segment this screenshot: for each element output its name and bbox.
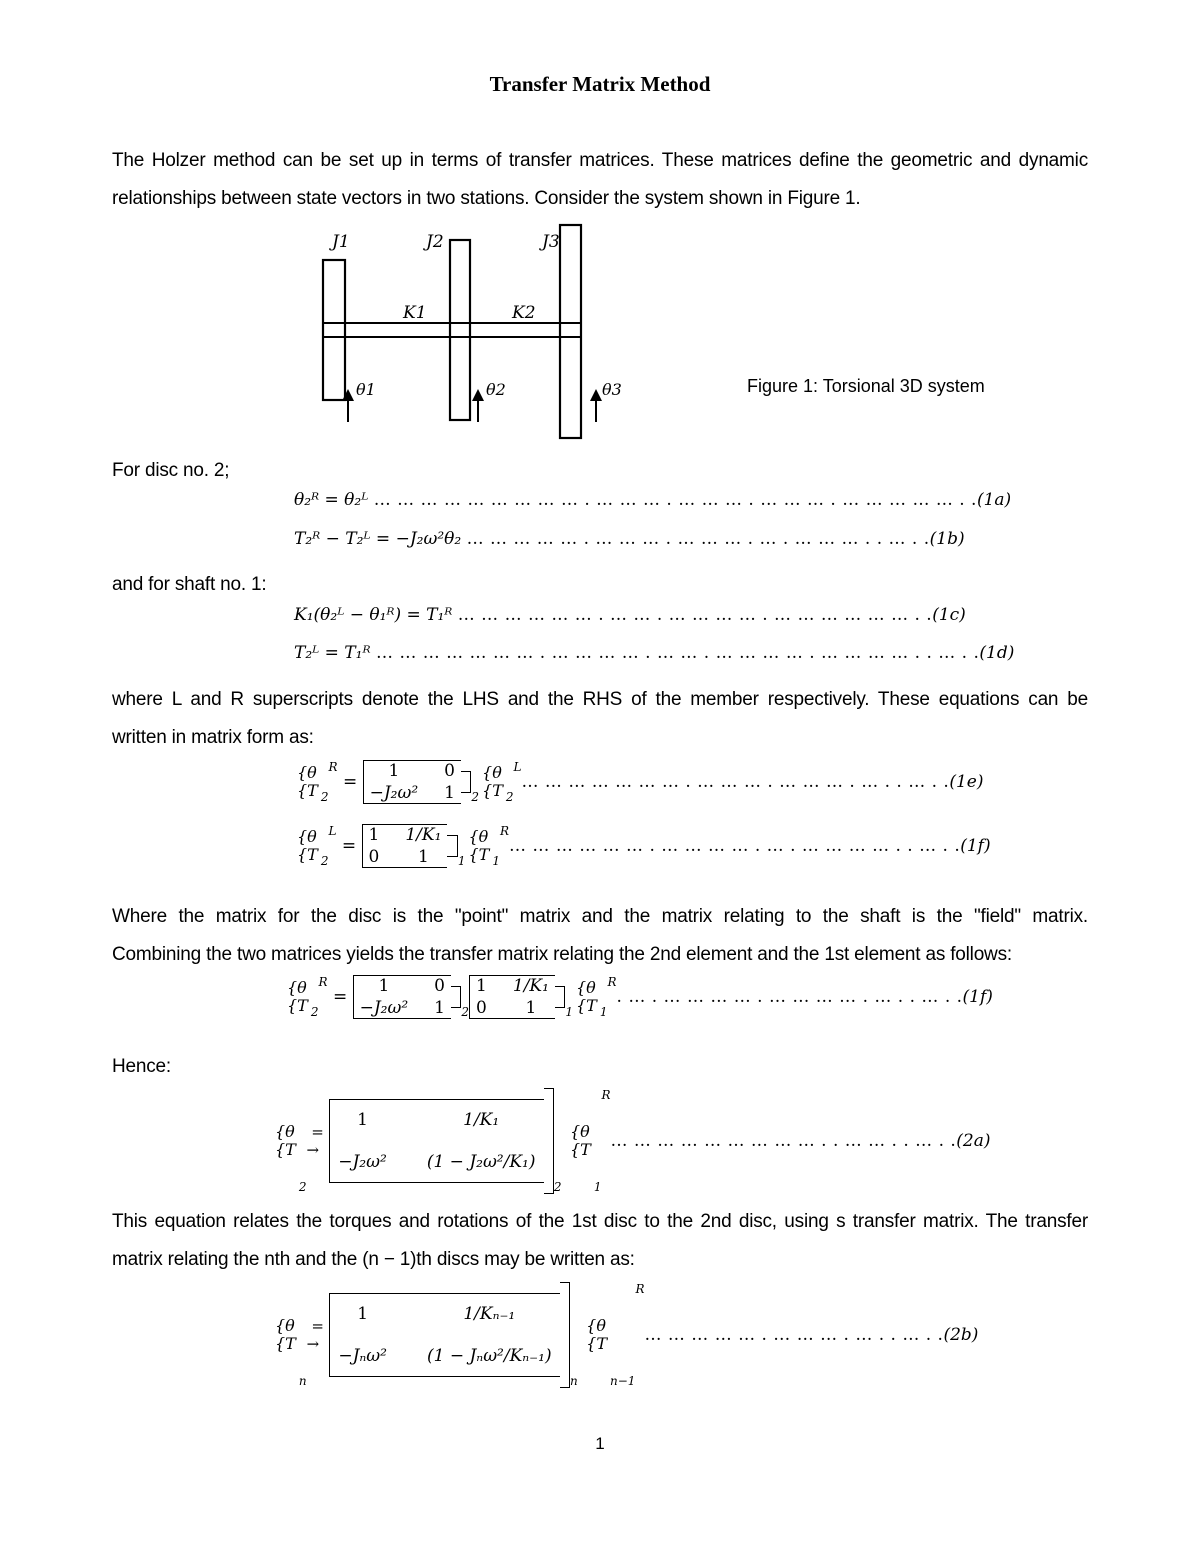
equation-1f2-dots: . … . … … … … . … … … … . … . . … . . — [616, 987, 963, 1007]
equation-1c-tag: (1c) — [932, 605, 966, 625]
equation-1a-dots: … … … … … … … … … . … … … . … … … . … … … . … … … … … . . — [373, 490, 977, 510]
disc-heading: For disc no. 2; — [112, 460, 230, 481]
disc-label-3: J3 — [542, 232, 560, 252]
equation-1e: {θ {T 2 R = 1 0 −J₂ω² 1 2 {θ {T 2 L … … … … … … … . … … … . … … … . … . . … . . (1e) — [294, 760, 983, 804]
equation-1f2-tag: (1f) — [962, 987, 993, 1007]
equation-2a-tag: (2a) — [956, 1131, 991, 1151]
relates-line-2: matrix relating the nth and the (n − 1)th discs may be written as: — [112, 1249, 635, 1270]
equation-1a — [294, 490, 1011, 510]
intro-line-1: The Holzer method can be set up in terms of transfer matrices. These matrices define the geometric and dynamic — [112, 150, 1088, 171]
equation-1f: {θ {T 2 L = 1 1/K₁ 0 1 1 {θ {T 1 R … … … … … … . … … … … . … . … … … … . . … . . (1f) — [297, 824, 991, 868]
equation-1b-dots: … … … … … . … … … . … … … . … . … … … . . … . . — [466, 529, 930, 549]
equation-1c-expr: K₁(θ₂ᴸ − θ₁ᴿ) = T₁ᴿ — [294, 605, 453, 625]
hence-label: Hence: — [112, 1056, 172, 1077]
disc-2 — [450, 240, 470, 420]
page-title: Transfer Matrix Method — [489, 72, 711, 96]
figure-caption: Figure 1: Torsional 3D system — [747, 376, 985, 396]
equation-1d — [294, 643, 1014, 663]
disc-3 — [560, 225, 581, 438]
intro-line-2: relationships between state vectors in two stations. Consider the system shown in Figure 1. — [112, 188, 861, 209]
field-matrix-bracket: 1 1/K₁ 0 1 — [362, 824, 448, 868]
disc-label-1: J1 — [332, 232, 350, 252]
equation-2a-dots: … … … … … … … … … . . … … . . … . . — [610, 1131, 957, 1151]
equation-1b — [294, 529, 965, 549]
equation-1a-tag: (1a) — [976, 490, 1012, 510]
equation-1f-dots: … … … … … … . … … … … . … . … … … … . . … . . — [509, 836, 961, 856]
equation-2b-tag: (2b) — [943, 1325, 979, 1345]
vector-theta-t: {θ {T — [297, 763, 318, 800]
equation-1b-tag: (1b) — [929, 529, 965, 549]
point-matrix-bracket: 1 0 −J₂ω² 1 — [363, 760, 461, 804]
arrow-3 — [590, 389, 602, 422]
equation-1f-combined: {θ {T 2 R = 1 0 −J₂ω² 1 2 1 1/K₁ 0 1 1 {θ {T 1 R . … . … … … … . … … … … . … . . … . . (1f) — [287, 975, 993, 1019]
page-number: 1 — [595, 1434, 605, 1453]
equation-1d-tag: (1d) — [979, 643, 1015, 663]
equation-2a: {θ {T 2 = → 1 1/K₁ −J₂ω² (1 − J₂ω²/K₁) 2 {θ {T 1 R … … … … … … … … … . . … … . . … . . (2a) — [275, 1088, 991, 1194]
torsional-system-figure — [300, 220, 1100, 445]
equation-1c-dots: … … … … … … . … … . … … … … . … … … … … … . . — [457, 605, 933, 625]
equation-1d-dots: … … … … … … … . … … … … . … … . … … … … . … … … … . . … . . — [375, 643, 980, 663]
equation-1f-tag: (1f) — [960, 836, 991, 856]
angle-label-3: θ3 — [602, 380, 622, 399]
disc-label-2: J2 — [426, 232, 444, 252]
angle-label-2: θ2 — [486, 380, 506, 399]
relates-line-1: This equation relates the torques and rotations of the 1st disc to the 2nd disc, using s transfer matrix. The transfer — [112, 1211, 1088, 1232]
equation-2b: {θ {T n = → 1 1/Kₙ₋₁ −Jₙω² (1 − Jₙω²/Kₙ₋₁) n {θ {T n−1 R … … … … … . … … … . … . . … . . (2b) — [275, 1282, 979, 1388]
equation-1a-expr: θ₂ᴿ = θ₂ᴸ — [294, 490, 369, 510]
equation-1b-expr: T₂ᴿ − T₂ᴸ = −J₂ω²θ₂ — [294, 529, 462, 549]
equation-1e-dots: … … … … … … … . … … … . … … … . … . . … . . — [521, 772, 950, 792]
where-line-2: written in matrix form as: — [112, 727, 314, 748]
point-field-line-2: Combining the two matrices yields the transfer matrix relating the 2nd element and the 1st element as follows: — [112, 944, 1012, 965]
equation-1d-expr: T₂ᴸ = T₁ᴿ — [294, 643, 371, 663]
arrow-2 — [472, 389, 484, 422]
where-line-1: where L and R superscripts denote the LHS and the RHS of the member respectively. These equations can be — [112, 689, 1088, 710]
shaft-label-1: K1 — [403, 303, 427, 323]
point-field-line-1: Where the matrix for the disc is the "point" matrix and the matrix relating to the shaft is the "field" matrix. — [112, 906, 1088, 927]
shaft-heading: and for shaft no. 1: — [112, 574, 267, 595]
equation-1e-tag: (1e) — [949, 772, 984, 792]
equation-1c — [294, 605, 966, 625]
angle-label-1: θ1 — [356, 380, 376, 399]
equation-2b-dots: … … … … … . … … … . … . . … . . — [644, 1325, 944, 1345]
arrow-1 — [342, 389, 354, 422]
shaft-label-2: K2 — [512, 303, 536, 323]
disc-1 — [323, 260, 345, 400]
